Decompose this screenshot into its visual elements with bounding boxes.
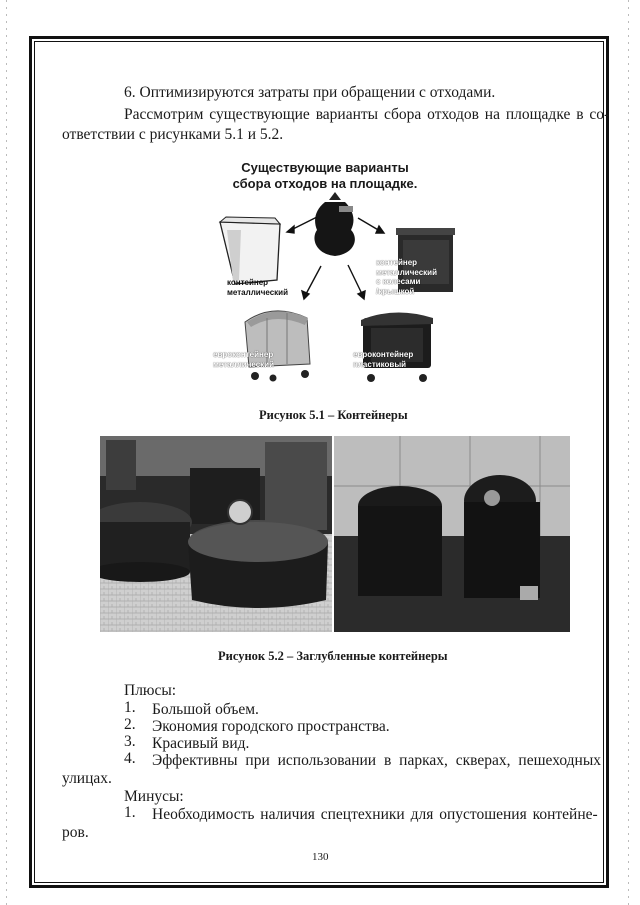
label-euro-plastic: евроконтейнер пластиковый <box>353 350 414 369</box>
figure-5-2 <box>100 436 570 632</box>
paragraph-line-1: Рассмотрим существующие варианты сбора отходов на площадке в со- <box>124 106 610 123</box>
pros-item-2-num: 2. <box>124 716 136 733</box>
pros-item-4-continuation: улицах. <box>62 770 112 787</box>
euro-metal-container-icon <box>245 311 310 382</box>
garbage-bag-icon <box>314 192 354 256</box>
label-metal-container: контейнер металлический <box>227 278 288 297</box>
metal-container-icon <box>220 217 280 284</box>
figure-5-1 <box>195 160 455 390</box>
pros-heading: Плюсы: <box>124 682 177 699</box>
label-wheeled-container: контейнер металлический с колесами /крышкой <box>376 258 437 296</box>
page-number: 130 <box>312 851 329 863</box>
pros-item-4-text: Эффективны при использовании в парках, скверах, пешеходных <box>152 752 602 769</box>
pros-item-2-text: Экономия городского пространства. <box>152 718 390 735</box>
cons-item-1-num: 1. <box>124 804 136 821</box>
pros-item-3-text: Красивый вид. <box>152 735 250 752</box>
cons-heading: Минусы: <box>124 788 184 805</box>
paragraph-line-2: ответствии с рисунками 5.1 и 5.2. <box>62 126 284 143</box>
figure-title-line-2: сбора отходов на площадке. <box>232 176 418 191</box>
pros-item-1-num: 1. <box>124 699 136 716</box>
pros-item-1-text: Большой объем. <box>152 701 259 718</box>
pros-item-4-num: 4. <box>124 750 136 767</box>
euro-plastic-container-icon <box>361 312 433 382</box>
list-item-6: 6. Оптимизируются затраты при обращении с отходами. <box>124 84 496 101</box>
cons-item-1-text: Необходимость наличия спецтехники для опустошения контейне- <box>152 806 598 823</box>
figure-5-2-caption: Рисунок 5.2 – Заглубленные контейнеры <box>218 649 448 663</box>
cons-item-1-continuation: ров. <box>62 824 89 841</box>
underground-containers-photo <box>100 436 570 632</box>
label-euro-metal: евроконтейнер металлический <box>213 350 274 369</box>
pros-item-3-num: 3. <box>124 733 136 750</box>
figure-5-1-caption: Рисунок 5.1 – Контейнеры <box>259 408 408 422</box>
scan-margin-line-right <box>628 0 629 905</box>
figure-title-line-1: Существующие варианты <box>241 160 409 175</box>
scan-margin-line-left <box>6 0 7 905</box>
